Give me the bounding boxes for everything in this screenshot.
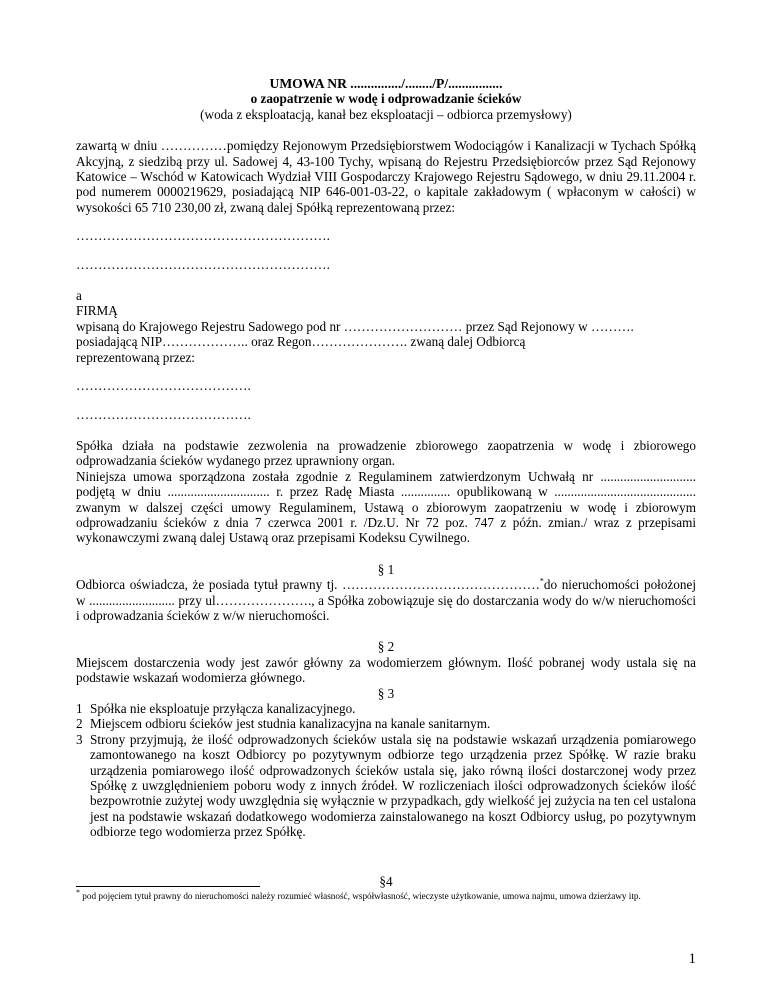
list-item-text: Strony przyjmują, że ilość odprowadzonych ścieków ustala się na podstawie wskazań urządzenia pomiarowego zamontowanego na koszt Odbiorcy po pozytywnym odbiorze tego urządzenia przez Spółkę. W razie braku urządzenia pomiarowego ilość odprowadzonych ścieków ustala się, jako równą ilości dostarczonej wody przez Spółkę z uwzględnieniem poboru wody z innych źródeł. W rozliczeniach ilości odprowadzonych ścieków ilość bezpowrotnie zużytej wody uwzględnia się wyłącznie w przypadkach, gdy wielkość jej zużycia na ten cel ustalona jest na podstawie wskazań dodatkowego wodomierza zainstalowanego na koszt Odbiorcy usług, po pozytywnym odbiorze tego wodomierza przez Spółkę. (90, 731, 696, 840)
section-1-text-a: Odbiorca oświadcza, że posiada tytuł prawny tj. ……………………………………… (76, 577, 540, 593)
party-firma: FIRMĄ (76, 303, 118, 319)
list-item-text: Miejscem odbioru ścieków jest studnia kanalizacyjna na kanale sanitarnym. (90, 716, 491, 732)
party-a: a (76, 288, 82, 304)
list-item-number: 3 (76, 731, 83, 747)
footnote-text: pod pojęciem tytuł prawny do nieruchomości należy rozumieć własność, współwłasność, wieczyste użytkowanie, umowa najmu, umowa dzierżawy itp. (80, 891, 641, 901)
section-1-text (76, 577, 696, 623)
section-1-heading: § 1 (377, 561, 395, 577)
list-item (76, 732, 696, 840)
contract-title: UMOWA NR .............../......../P/................ (269, 76, 503, 91)
signatory-line-1: …………………………………………………. (76, 228, 330, 244)
section-3-heading: § 3 (377, 685, 395, 701)
party-registration: wpisaną do Krajowego Rejestru Sadowego pod nr ……………………… przez Sąd Rejonowy w ………. (76, 318, 634, 334)
footnote (76, 887, 696, 902)
signatory-line-2: …………………………………………………. (76, 256, 330, 272)
footnote-divider (76, 886, 260, 887)
basis-paragraph-1: Spółka działa na podstawie zezwolenia na prowadzenie zbiorowego zaopatrzenia w wodę i zbiorowego odprowadzania ścieków wydanego przez uprawniony organ. (76, 437, 696, 469)
page-number: 1 (688, 951, 696, 967)
list-item (76, 716, 696, 731)
section-1-text-b: do nieruchomości położonej w .......................... przy ul…………………., a Spółka zobowiązuje się do dostarczania wody do w/w nieruchomości i odprowadzania ścieków z w/w nieruchomości. (76, 577, 696, 623)
party-signatory-line-1: …………………………………. (76, 378, 251, 394)
section-4-heading: §4 (379, 873, 393, 889)
list-item-number: 2 (76, 716, 83, 732)
title-block (76, 76, 696, 122)
footnote-reference: * (539, 576, 544, 586)
intro-paragraph: zawartą w dniu ……………pomiędzy Rejonowym Przedsiębiorstwem Wodociągów i Kanalizacji w Tychach Spółką Akcyjną, z siedzibą przy ul. Sadowej 4, 43-100 Tychy, wpisaną do Rejestru Przedsiębiorców przez Sąd Rejonowy Katowice – Wschód w Katowicach Wydział VIII Gospodarczy Krajowego Rejestru Sądowego, w dniu 29.11.2004 r. pod numerem 0000219629, posiadającą NIP 646-001-03-22, o kapitale zakładowym ( wpłaconym w całości) w wysokości 65 710 230,00 zł, zwaną dalej Spółką reprezentowaną przez: (76, 138, 696, 215)
section-2-heading: § 2 (377, 639, 395, 655)
section-3-list (76, 701, 696, 840)
party-signatory-line-2: …………………………………. (76, 406, 251, 422)
contract-note: (woda z eksploatacją, kanał bez eksploatacji – odbiorca przemysłowy) (200, 106, 572, 122)
list-item-text: Spółka nie eksploatuje przyłącza kanalizacyjnego. (90, 701, 356, 716)
basis-paragraph-2: Niniejsza umowa sporządzona została zgodnie z Regulaminem zatwierdzonym Uchwałą nr ............................. podjętą w dniu ............................... r. przez Radę Miasta ............... opublikowaną w ........................................... zwanym w dalszej części umowy Regulaminem, Ustawą o zbiorowym zaopatrzeniu w wodę i zbiorowym odprowadzaniu ścieków z dnia 7 czerwca 2001 r. /Dz.U. Nr 72 poz. 747 z późn. zmian./ wraz z przepisami wykonawczymi zwaną dalej Ustawą oraz przepisami Kodeksu Cywilnego. (76, 468, 696, 546)
list-item-number: 1 (76, 701, 83, 716)
contract-subtitle: o zaopatrzenie w wodę i odprowadzanie ścieków (250, 91, 522, 107)
party-nip: posiadającą NIP……………….. oraz Regon…………………. zwaną dalej Odbiorcą (76, 334, 526, 350)
list-item (76, 701, 696, 716)
section-2-text: Miejscem dostarczenia wody jest zawór główny za wodomierzem głównym. Ilość pobranej wody ustala się na podstawie wskazań wodomierza głównego. (76, 654, 696, 686)
footnote-mark: * (76, 887, 80, 897)
document-page (76, 76, 696, 889)
party-represented: reprezentowaną przez: (76, 349, 195, 365)
